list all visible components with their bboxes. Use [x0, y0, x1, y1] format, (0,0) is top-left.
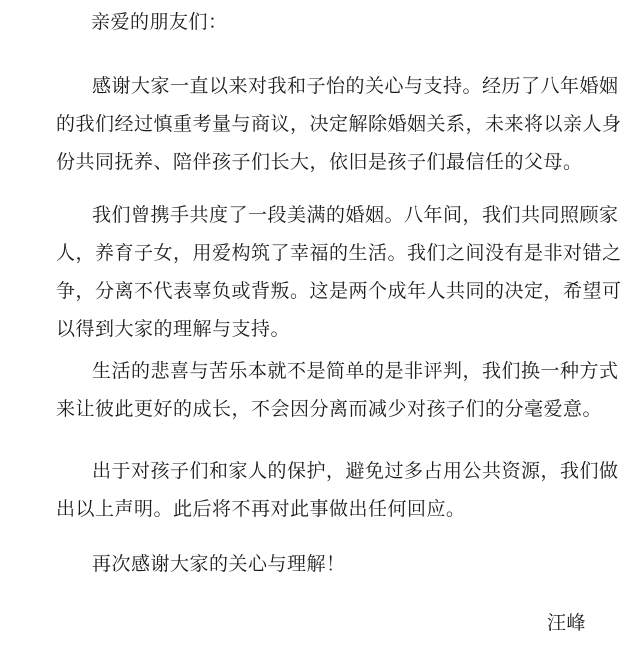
- paragraph-marriage-review: 我们曾携手共度了一段美满的婚姻。八年间，我们共同照顾家人，养育子女，用爱构筑了幸福的生活。我们之间没有是非对错之争，分离不代表辜负或背叛。这是两个成年人共同的决定，希望可以得到大家的理解与支持。: [56, 204, 622, 340]
- letter-salutation: 亲爱的朋友们：: [91, 11, 228, 33]
- paragraph-gratitude-and-decision: 感谢大家一直以来对我和子怡的关心与支持。经历了八年婚姻的我们经过慎重考量与商议，决定解除婚姻关系，未来将以亲人身份共同抚养、陪伴孩子们长大，依旧是孩子们最信任的父母。: [56, 75, 622, 173]
- paragraph-growth: 生活的悲喜与苦乐本就不是简单的是非评判，我们换一种方式来让彼此更好的成长，不会因分离而减少对孩子们的分毫爱意。: [56, 360, 619, 420]
- paragraph-closing-thanks: 再次感谢大家的关心与理解！: [92, 553, 346, 575]
- letter-signature: 汪峰: [547, 612, 587, 634]
- paragraph-privacy-statement: 出于对孩子们和家人的保护，避免过多占用公共资源，我们做出以上声明。此后将不再对此事做出任何回应。: [56, 460, 619, 520]
